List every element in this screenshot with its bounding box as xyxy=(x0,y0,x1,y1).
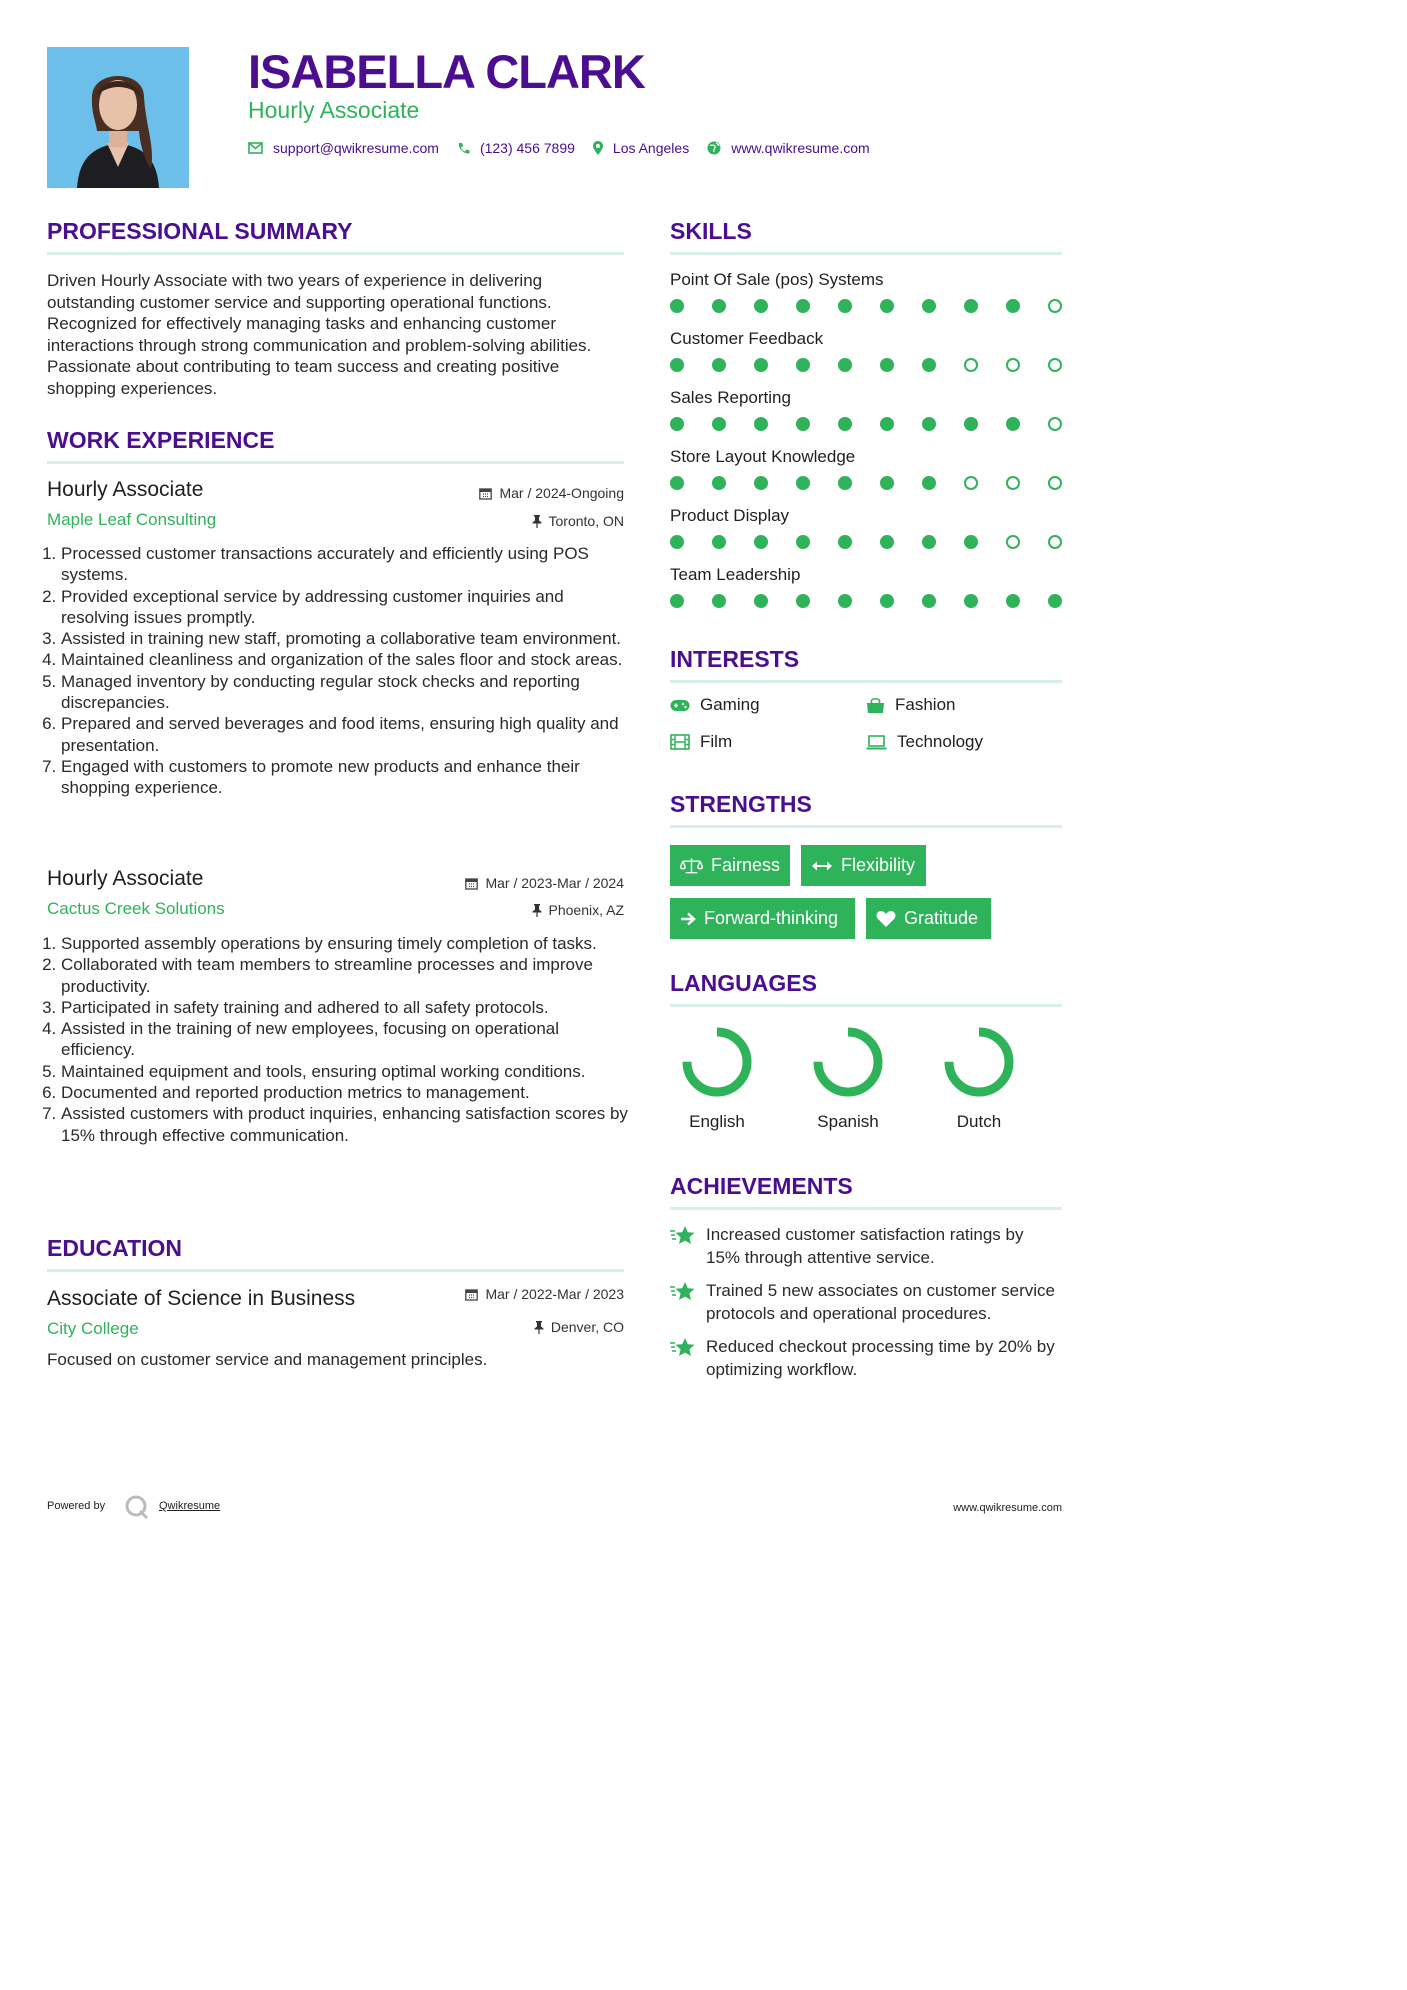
rating-dot-filled xyxy=(922,358,936,372)
rating-dot-filled xyxy=(754,299,768,313)
rating-dot-filled xyxy=(754,535,768,549)
rating-dot-filled xyxy=(712,417,726,431)
rating-dot-filled xyxy=(1006,299,1020,313)
skill-name: Point Of Sale (pos) Systems xyxy=(670,270,884,289)
interest-gaming xyxy=(670,695,760,715)
rating-dot-filled xyxy=(796,594,810,608)
balance-scale-icon xyxy=(680,857,703,875)
phone-number[interactable]: (123) 456 7899 xyxy=(479,140,575,156)
language-level-ring xyxy=(672,1022,762,1102)
job-title: Hourly Associate xyxy=(47,478,204,501)
summary-divider xyxy=(47,252,624,255)
interests-heading: INTERESTS xyxy=(670,646,800,672)
job-location-text: Toronto, ON xyxy=(548,513,624,529)
job-dates-text: Mar / 2023-Mar / 2024 xyxy=(485,875,624,891)
strength-label: Fairness xyxy=(710,855,780,875)
contact-bar xyxy=(248,140,888,156)
skill-name: Customer Feedback xyxy=(670,329,824,348)
film-icon xyxy=(670,734,690,750)
list-item: 4. Assisted in the training of new employees, focusing on operational efficiency. xyxy=(61,1018,631,1061)
strength-label: Gratitude xyxy=(904,908,979,928)
summary-heading: PROFESSIONAL SUMMARY xyxy=(47,218,353,244)
rating-dot-filled xyxy=(796,476,810,490)
language-level-arc xyxy=(687,1032,747,1092)
rating-dot-empty xyxy=(1006,476,1020,490)
language-label: Dutch xyxy=(956,1112,1002,1131)
education-dates-text: Mar / 2022-Mar / 2023 xyxy=(485,1286,624,1302)
achievement-item xyxy=(670,1223,1062,1269)
experience-divider xyxy=(47,461,624,464)
language-item xyxy=(929,1022,1029,1132)
calendar-icon xyxy=(465,1288,478,1301)
job-location-text: Phoenix, AZ xyxy=(548,902,624,918)
rating-dot-filled xyxy=(796,299,810,313)
phone-icon xyxy=(457,142,470,155)
rating-dot-filled xyxy=(922,594,936,608)
skill-item xyxy=(670,388,1062,431)
skill-rating xyxy=(670,299,1062,313)
list-item: 7. Engaged with customers to promote new products and enhance their shopping experience. xyxy=(61,756,631,799)
email-link[interactable]: support@qwikresume.com xyxy=(273,140,439,156)
summary-text: Driven Hourly Associate with two years of experience in delivering outstanding customer service and supporting operational functions. Recognized for effectively managing tasks and enhancing customer interactions through strong communication and problem-solving abilities. Passionate about contributing to team success and creating positive shopping experiences. xyxy=(47,271,592,398)
skill-item xyxy=(670,270,1062,313)
trophy-star-icon xyxy=(670,1281,696,1309)
rating-dot-filled xyxy=(796,417,810,431)
brand-link[interactable]: Qwikresume xyxy=(159,1500,221,1512)
strengths-divider xyxy=(670,825,1062,828)
rating-dot-filled xyxy=(880,358,894,372)
job-bullets xyxy=(47,933,631,1146)
rating-dot-filled xyxy=(670,358,684,372)
achievement-item xyxy=(670,1279,1062,1325)
rating-dot-filled xyxy=(838,594,852,608)
arrows-horizontal-icon xyxy=(811,860,833,872)
list-item: 6. Documented and reported production metrics to management. xyxy=(61,1082,631,1103)
list-item: 3. Assisted in training new staff, promoting a collaborative team environment. xyxy=(61,628,631,649)
rating-dot-filled xyxy=(712,299,726,313)
pin-icon xyxy=(532,904,542,917)
language-level-ring xyxy=(934,1022,1024,1102)
rating-dot-filled xyxy=(964,594,978,608)
skill-rating xyxy=(670,476,1062,490)
website-link[interactable]: www.qwikresume.com xyxy=(731,140,870,156)
footer-website[interactable]: www.qwikresume.com xyxy=(953,1502,1062,1514)
profile-photo xyxy=(47,47,189,188)
rating-dot-filled xyxy=(712,358,726,372)
rating-dot-filled xyxy=(754,358,768,372)
achievements-list xyxy=(670,1223,1062,1381)
shopping-bag-icon xyxy=(866,697,885,714)
skill-item xyxy=(670,506,1062,549)
job-location xyxy=(380,513,624,529)
rating-dot-empty xyxy=(1006,358,1020,372)
strength-tag-fairness xyxy=(670,845,790,886)
language-label: Spanish xyxy=(817,1112,879,1131)
map-marker-icon xyxy=(593,141,603,155)
job-dates xyxy=(380,875,624,891)
language-label: English xyxy=(689,1112,745,1131)
rating-dot-filled xyxy=(796,358,810,372)
rating-dot-filled xyxy=(670,535,684,549)
strength-label: Forward-thinking xyxy=(704,908,839,928)
list-item: 7. Assisted customers with product inquiries, enhancing satisfaction scores by 15% through effective communication. xyxy=(61,1103,631,1146)
interest-label: Technology xyxy=(897,732,984,751)
list-item: 5. Maintained equipment and tools, ensuring optimal working conditions. xyxy=(61,1061,631,1082)
list-item: 2. Collaborated with team members to streamline processes and improve productivity. xyxy=(61,954,631,997)
languages-list xyxy=(667,1022,1067,1142)
rating-dot-filled xyxy=(880,476,894,490)
rating-dot-filled xyxy=(880,417,894,431)
rating-dot-filled xyxy=(1006,594,1020,608)
language-item xyxy=(667,1022,767,1132)
rating-dot-filled xyxy=(670,594,684,608)
rating-dot-filled xyxy=(880,299,894,313)
rating-dot-empty xyxy=(1048,358,1062,372)
education-dates xyxy=(380,1286,624,1302)
skill-item xyxy=(670,329,1062,372)
trophy-star-icon xyxy=(670,1225,696,1253)
strength-tag-gratitude xyxy=(866,898,991,939)
rating-dot-filled xyxy=(712,535,726,549)
interest-label: Film xyxy=(700,732,733,751)
company-name: Maple Leaf Consulting xyxy=(47,510,217,529)
calendar-icon xyxy=(479,487,492,500)
rating-dot-empty xyxy=(964,476,978,490)
skill-name: Store Layout Knowledge xyxy=(670,447,856,466)
interest-fashion xyxy=(866,695,955,715)
rating-dot-empty xyxy=(1048,476,1062,490)
rating-dot-filled xyxy=(922,476,936,490)
rating-dot-filled xyxy=(1048,594,1062,608)
job-location xyxy=(380,902,624,918)
company-name: Cactus Creek Solutions xyxy=(47,899,225,918)
language-level-arc xyxy=(818,1032,878,1092)
rating-dot-empty xyxy=(1048,417,1062,431)
skill-name: Sales Reporting xyxy=(670,388,791,407)
list-item: 1. Supported assembly operations by ensuring timely completion of tasks. xyxy=(61,933,631,954)
achievement-text: Trained 5 new associates on customer service protocols and operational procedures. xyxy=(706,1281,1055,1323)
education-description: Focused on customer service and management principles. xyxy=(47,1350,488,1369)
gamepad-icon xyxy=(670,699,690,712)
list-item: 5. Managed inventory by conducting regular stock checks and reporting discrepancies. xyxy=(61,671,631,714)
pin-icon xyxy=(532,515,542,528)
achievement-item xyxy=(670,1335,1062,1381)
rating-dot-filled xyxy=(880,594,894,608)
education-location-text: Denver, CO xyxy=(550,1319,624,1335)
rating-dot-filled xyxy=(838,476,852,490)
rating-dot-filled xyxy=(922,535,936,549)
language-level-arc xyxy=(949,1032,1009,1092)
strength-label: Flexibility xyxy=(841,855,916,875)
calendar-icon xyxy=(465,877,478,890)
interest-technology xyxy=(866,732,983,752)
skill-rating xyxy=(670,594,1062,608)
rating-dot-filled xyxy=(796,535,810,549)
list-item: 2. Provided exceptional service by addressing customer inquiries and resolving issues promptly. xyxy=(61,586,631,629)
strengths-heading: STRENGTHS xyxy=(670,791,812,817)
language-item xyxy=(798,1022,898,1132)
rating-dot-filled xyxy=(838,535,852,549)
rating-dot-filled xyxy=(712,476,726,490)
location-text: Los Angeles xyxy=(612,140,690,156)
interest-label: Gaming xyxy=(700,695,760,714)
languages-heading: LANGUAGES xyxy=(670,970,817,996)
globe-icon xyxy=(707,141,721,155)
rating-dot-empty xyxy=(1048,535,1062,549)
degree-title: Associate of Science in Business xyxy=(47,1287,356,1310)
skill-rating xyxy=(670,535,1062,549)
strength-tag-forward-thinking xyxy=(670,898,855,939)
laptop-icon xyxy=(866,735,887,750)
education-heading: EDUCATION xyxy=(47,1235,183,1261)
rating-dot-empty xyxy=(1006,535,1020,549)
skill-item xyxy=(670,565,1062,608)
rating-dot-filled xyxy=(838,417,852,431)
interest-label: Fashion xyxy=(895,695,956,714)
rating-dot-filled xyxy=(670,476,684,490)
rating-dot-filled xyxy=(670,299,684,313)
achievements-divider xyxy=(670,1207,1062,1210)
list-item: 3. Participated in safety training and adhered to all safety protocols. xyxy=(61,997,631,1018)
rating-dot-empty xyxy=(964,358,978,372)
school-name: City College xyxy=(47,1319,139,1338)
skill-name: Product Display xyxy=(670,506,790,525)
language-level-ring xyxy=(803,1022,893,1102)
rating-dot-filled xyxy=(964,535,978,549)
job-dates-text: Mar / 2024-Ongoing xyxy=(499,485,624,501)
skill-name: Team Leadership xyxy=(670,565,801,584)
strength-tag-flexibility xyxy=(801,845,926,886)
skill-rating xyxy=(670,358,1062,372)
job-dates xyxy=(380,485,624,501)
list-item: 6. Prepared and served beverages and food items, ensuring high quality and presentation. xyxy=(61,713,631,756)
skill-item xyxy=(670,447,1062,490)
heart-icon xyxy=(876,910,896,928)
candidate-title: Hourly Associate xyxy=(248,97,420,123)
interests-divider xyxy=(670,680,1062,683)
list-item: 4. Maintained cleanliness and organization of the sales floor and stock areas. xyxy=(61,649,631,670)
skills-divider xyxy=(670,252,1062,255)
rating-dot-filled xyxy=(922,299,936,313)
arrow-right-icon xyxy=(680,911,696,927)
powered-by-text: Powered by xyxy=(47,1500,106,1512)
qwikresume-logo-icon xyxy=(124,1495,150,1524)
list-item: 1. Processed customer transactions accurately and efficiently using POS systems. xyxy=(61,543,631,586)
job-bullets xyxy=(47,543,631,799)
rating-dot-filled xyxy=(964,299,978,313)
interest-film xyxy=(670,732,732,752)
education-location xyxy=(380,1319,624,1335)
trophy-star-icon xyxy=(670,1337,696,1365)
rating-dot-filled xyxy=(754,417,768,431)
job-title: Hourly Associate xyxy=(47,867,204,890)
rating-dot-filled xyxy=(922,417,936,431)
experience-heading: WORK EXPERIENCE xyxy=(47,427,275,453)
rating-dot-filled xyxy=(754,476,768,490)
skill-rating xyxy=(670,417,1062,431)
rating-dot-empty xyxy=(1048,299,1062,313)
rating-dot-filled xyxy=(880,535,894,549)
rating-dot-filled xyxy=(712,594,726,608)
candidate-name: ISABELLA CLARK xyxy=(248,45,645,98)
languages-divider xyxy=(670,1004,1062,1007)
rating-dot-filled xyxy=(964,417,978,431)
envelope-icon xyxy=(248,142,263,154)
education-divider xyxy=(47,1269,624,1272)
achievement-text: Increased customer satisfaction ratings by 15% through attentive service. xyxy=(706,1225,1024,1267)
achievement-text: Reduced checkout processing time by 20% by optimizing workflow. xyxy=(706,1337,1055,1379)
achievements-heading: ACHIEVEMENTS xyxy=(670,1173,853,1199)
rating-dot-filled xyxy=(1006,417,1020,431)
rating-dot-filled xyxy=(838,358,852,372)
rating-dot-filled xyxy=(754,594,768,608)
skills-heading: SKILLS xyxy=(670,218,752,244)
pin-icon xyxy=(534,1321,544,1334)
rating-dot-filled xyxy=(670,417,684,431)
rating-dot-filled xyxy=(838,299,852,313)
